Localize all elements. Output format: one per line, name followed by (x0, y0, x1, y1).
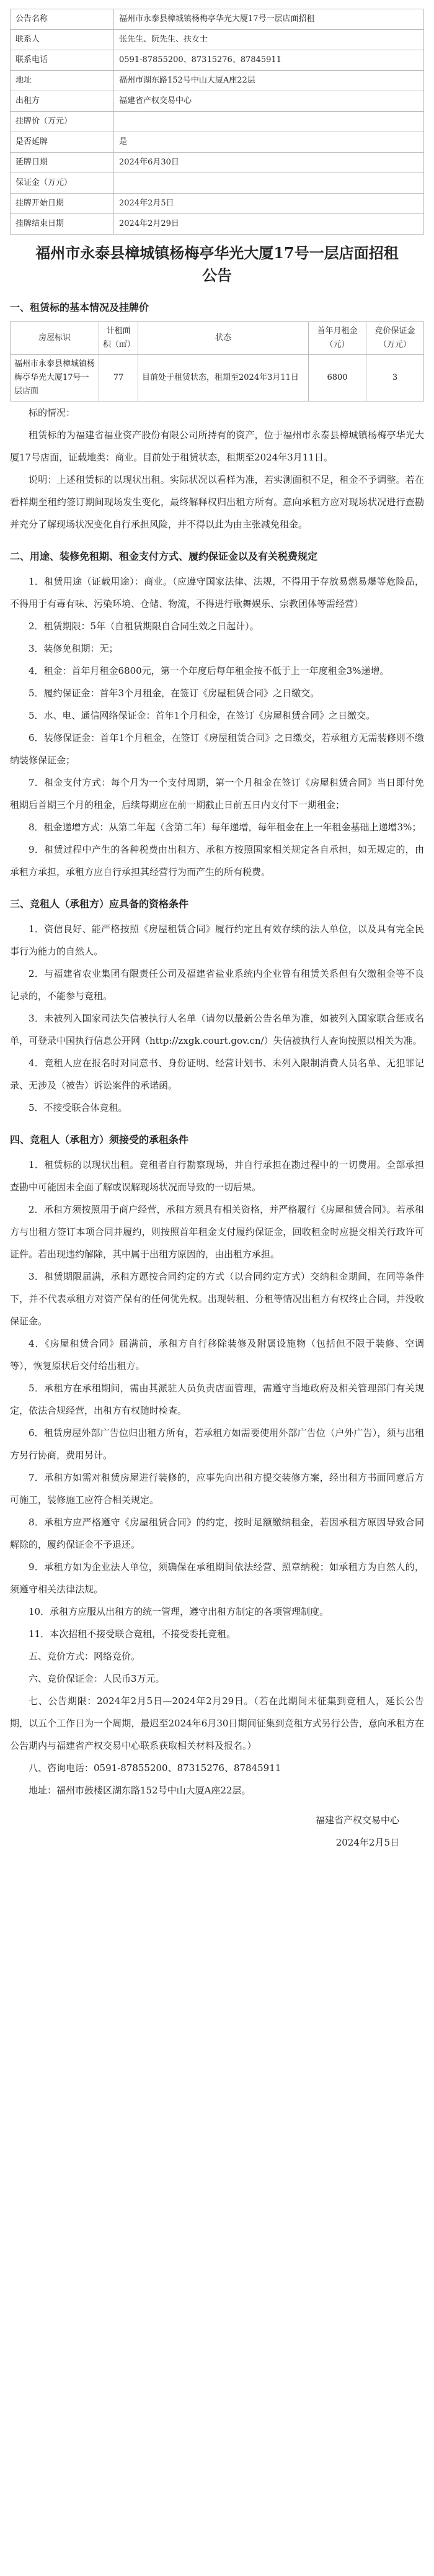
info-value (114, 173, 424, 194)
info-row (11, 9, 424, 30)
info-row (11, 173, 424, 194)
section-1-body (10, 402, 424, 536)
info-key: 是否延牌 (11, 132, 114, 153)
info-value: 福州市永泰县樟城镇杨梅亭华光大厦17号一层店面招租 (114, 9, 424, 30)
info-key: 延牌日期 (11, 153, 114, 173)
info-value: 福州市湖东路152号中山大厦A座22层 (114, 71, 424, 91)
paragraph: 标的情况： (29, 407, 76, 418)
paragraph: 8．承租方应严格遵守《房屋租赁合同》的约定，按时足额缴纳租金，若因承租方原因导致合同解除的，履约保证金不予退还。 (10, 1517, 424, 1550)
section-6: 六、竞价保证金：人民币3万元。 (29, 1673, 165, 1684)
paragraph: 说明：上述租赁标的以现状出租。实际状况以看样为准，若实测面积不足，租金不予调整。若在看样期至租约签订期间现场发生变化，最终解释权归出租方所有。意向承租方应对现场状况进行查勘并充分了解现场状况变化自行承担风险，并不得以此为由主张减免租金。 (10, 474, 424, 530)
target-cell-area: 77 (99, 355, 138, 402)
paragraph: 租赁标的为福建省福业资产股份有限公司所持有的资产，位于福州市永泰县樟城镇杨梅亭华光大厦17号店面，证载地类：商业。目前处于租赁状态，租期至2024年3月11日。 (10, 429, 424, 463)
section-3-heading: 三、竞租人（承租方）应具备的资格条件 (10, 898, 189, 910)
target-table (10, 321, 424, 402)
info-key: 挂牌结束日期 (11, 214, 114, 235)
paragraph: 2．承租方须按照用于商户经营，承租方须具有相关资格，并严格履行《房屋租赁合同》。若承租方与出租方签订本项合同并履约，则按照首年租金支付履约保证金，回收租金时应提交相关行政许可证件。若出现违约解除，其中属于出租方原因的，由出租方承担。 (10, 1204, 424, 1260)
section-8-address: 地址：福州市鼓楼区湖东路152号中山大厦A座22层。 (29, 1785, 251, 1796)
section-5: 五、竞价方式：网络竞价。 (29, 1651, 141, 1662)
paragraph: 3．未被列入国家司法失信被执行人名单（请勿以最新公告名单为准，如被列入国家联合惩戒名单，可登录中国执行信息公开网（http://zxgk.court.gov.cn/）失信被执行人查询按照以相关为准。 (10, 1013, 424, 1046)
info-value: 张先生、阮先生、扶女士 (114, 30, 424, 50)
paragraph: 5．不接受联合体竞租。 (29, 1102, 128, 1113)
section-4-body (10, 1154, 424, 1645)
info-key: 联系电话 (11, 50, 114, 71)
target-col-status: 状态 (138, 322, 309, 355)
info-row (11, 30, 424, 50)
section-3-body (10, 918, 424, 1119)
info-key: 挂牌价（万元） (11, 112, 114, 132)
info-row (11, 112, 424, 132)
info-key: 联系人 (11, 30, 114, 50)
info-row (11, 194, 424, 214)
page-title: 福州市永泰县樟城镇杨梅亭华光大厦17号一层店面招租公告 (35, 244, 399, 284)
info-row (11, 91, 424, 112)
info-row (11, 50, 424, 71)
info-table (10, 9, 424, 235)
table-row (11, 355, 424, 402)
info-row (11, 132, 424, 153)
info-value: 2024年6月30日 (114, 153, 424, 173)
paragraph: 4．租金：首年月租金6800元，第一个年度后每年租金按不低于上一年度租金3%递增。 (29, 665, 389, 676)
paragraph: 5．承租方在承租期间，需由其派驻人员负责店面管理，需遵守当地政府及相关管理部门有关规定，依法合规经营，出租方有权随时检查。 (10, 1383, 424, 1416)
info-row (11, 153, 424, 173)
info-key: 公告名称 (11, 9, 114, 30)
info-key: 地址 (11, 71, 114, 91)
paragraph: 5．水、电、通信网络保证金：首年1个月租金，在签订《房屋租赁合同》之日缴交。 (29, 710, 376, 721)
info-key: 保证金（万元） (11, 173, 114, 194)
target-col-rent: 首年月租金（元） (309, 322, 366, 355)
paragraph: 2．租赁期限：5年（自租赁期限自合同生效之日起计）。 (29, 621, 259, 632)
info-value: 2024年2月5日 (114, 194, 424, 214)
paragraph: 1．租赁标的以现状出租。竞租者自行勘察现场，并自行承担在勘过程中的一切费用。全部承担查勘中可能因未全面了解或误解现场状况而导致的一切后果。 (10, 1159, 424, 1193)
signature-date: 2024年2月5日 (335, 1837, 399, 1848)
target-col-id: 房屋标识 (11, 322, 99, 355)
info-key: 出租方 (11, 91, 114, 112)
info-row (11, 214, 424, 235)
info-value: 福建省产权交易中心 (114, 91, 424, 112)
info-key: 挂牌开始日期 (11, 194, 114, 214)
paragraph: 2．与福建省农业集团有限责任公司及福建省盐业系统内企业曾有租赁关系但有欠缴租金等不良记录的，不能参与竞租。 (10, 968, 424, 1002)
paragraph: 10．承租方应服从出租方的统一管理，遵守出租方制定的各项管理制度。 (29, 1606, 329, 1617)
target-cell-deposit: 3 (366, 355, 424, 402)
target-col-area: 计租面积（㎡） (99, 322, 138, 355)
paragraph: 7．承租方如需对租赁房屋进行装修的，应事先向出租方提交装修方案，经出租方书面同意后方可施工，装修施工应符合相关规定。 (10, 1472, 424, 1506)
info-value: 2024年2月29日 (114, 214, 424, 235)
paragraph: 7．租金支付方式：每个月为一个支付周期，第一个月租金在签订《房屋租赁合同》当日即付免租期后首期三个月的租金，后续每期应在前一期截止日前五日内支付下一期租金； (10, 777, 424, 810)
target-col-deposit: 竞价保证金（万元） (366, 322, 424, 355)
section-1-heading: 一、租赁标的基本情况及挂牌价 (10, 302, 149, 313)
paragraph: 1．资信良好、能严格按照《房屋租赁合同》履行约定且有效存续的法人单位，以及具有完全民事行为能力的自然人。 (10, 923, 424, 957)
info-value (114, 112, 424, 132)
signature-org: 福建省产权交易中心 (315, 1815, 399, 1826)
paragraph: 9．租赁过程中产生的各种税费由出租方、承租方按照国家相关规定各自承担，如无规定的，由承租方承担，承租方应自行承担其经营行为而产生的所有税费。 (10, 844, 424, 877)
paragraph: 5．履约保证金：首年3个月租金，在签订《房屋租赁合同》之日缴交。 (29, 688, 320, 699)
section-2-body (10, 570, 424, 883)
target-cell-rent: 6800 (309, 355, 366, 402)
paragraph: 6．租赁房屋外部广告位归出租方所有，若承租方如需要使用外部广告位（户外广告），须与出租方另行协商，费用另计。 (10, 1427, 424, 1461)
paragraph: 8．租金递增方式：从第二年起（含第二年）每年递增，每年租金在上一年租金基础上递增3%； (29, 822, 422, 833)
paragraph: 4．《房屋租赁合同》届满前，承租方自行移除装修及附属设施物（包括但不限于装修、空调等），恢复原状后交付给出租方。 (10, 1338, 424, 1371)
paragraph: 3．装修免租期：无； (29, 643, 118, 654)
section-7: 七、公告期限：2024年2月5日—2024年2月29日。（若在此期间未征集到竞租人，延长公告期，以五个工作日为一个周期，最迟至2024年6月30日期间征集到竞租方式另行公告，意向承租方在公告期内与福建省产权交易中心联系获取相关材料及报名。） (10, 1695, 424, 1751)
info-row (11, 71, 424, 91)
section-2-heading: 二、用途、装修免租期、租金支付方式、履约保证金以及有关税费规定 (10, 550, 318, 562)
paragraph: 4．竞租人应在报名时对同意书、身份证明、经营计划书、未列入限制消费人员名单、无犯罪记录、无涉及（被告）诉讼案件的承诺函。 (10, 1057, 424, 1091)
info-value: 是 (114, 132, 424, 153)
paragraph: 3．租赁期限届满，承租方愿按合同约定的方式（以合同约定方式）交纳租金期间，在同等条件下，并不代表承租方对资产保有的任何优先权。出现转租、分租等情况出租方有权终止合同，并没收保证金。 (10, 1271, 424, 1327)
paragraph: 1．租赁用途（证载用途）：商业。（应遵守国家法律、法规，不得用于存放易燃易爆等危险品，不得用于有毒有味、污染环境、仓储、物流，不得进行歌舞娱乐、宗教团体等需经营） (10, 576, 424, 609)
paragraph: 11．本次招租不接受联合竞租，不接受委托竞租。 (29, 1628, 236, 1640)
target-cell-status: 目前处于租赁状态，租期至2024年3月11日 (138, 355, 309, 402)
paragraph: 9．承租方如为企业法人单位，须确保在承租期间依法经营、照章纳税；如承租方为自然人的，须遵守相关法律法规。 (10, 1561, 424, 1595)
info-value: 0591-87855200、87315276、87845911 (114, 50, 424, 71)
section-8-phone: 八、咨询电话：0591-87855200、87315276、87845911 (29, 1762, 281, 1774)
paragraph: 6．装修保证金：首年1个月租金，在签订《房屋租赁合同》之日缴交，若承租方无需装修则不缴纳装修保证金； (10, 732, 424, 766)
section-4-heading: 四、竞租人（承租方）须接受的承租条件 (10, 1134, 189, 1146)
target-cell-id: 福州市永泰县樟城镇杨梅亭华光大厦17号一层店面 (11, 355, 99, 402)
